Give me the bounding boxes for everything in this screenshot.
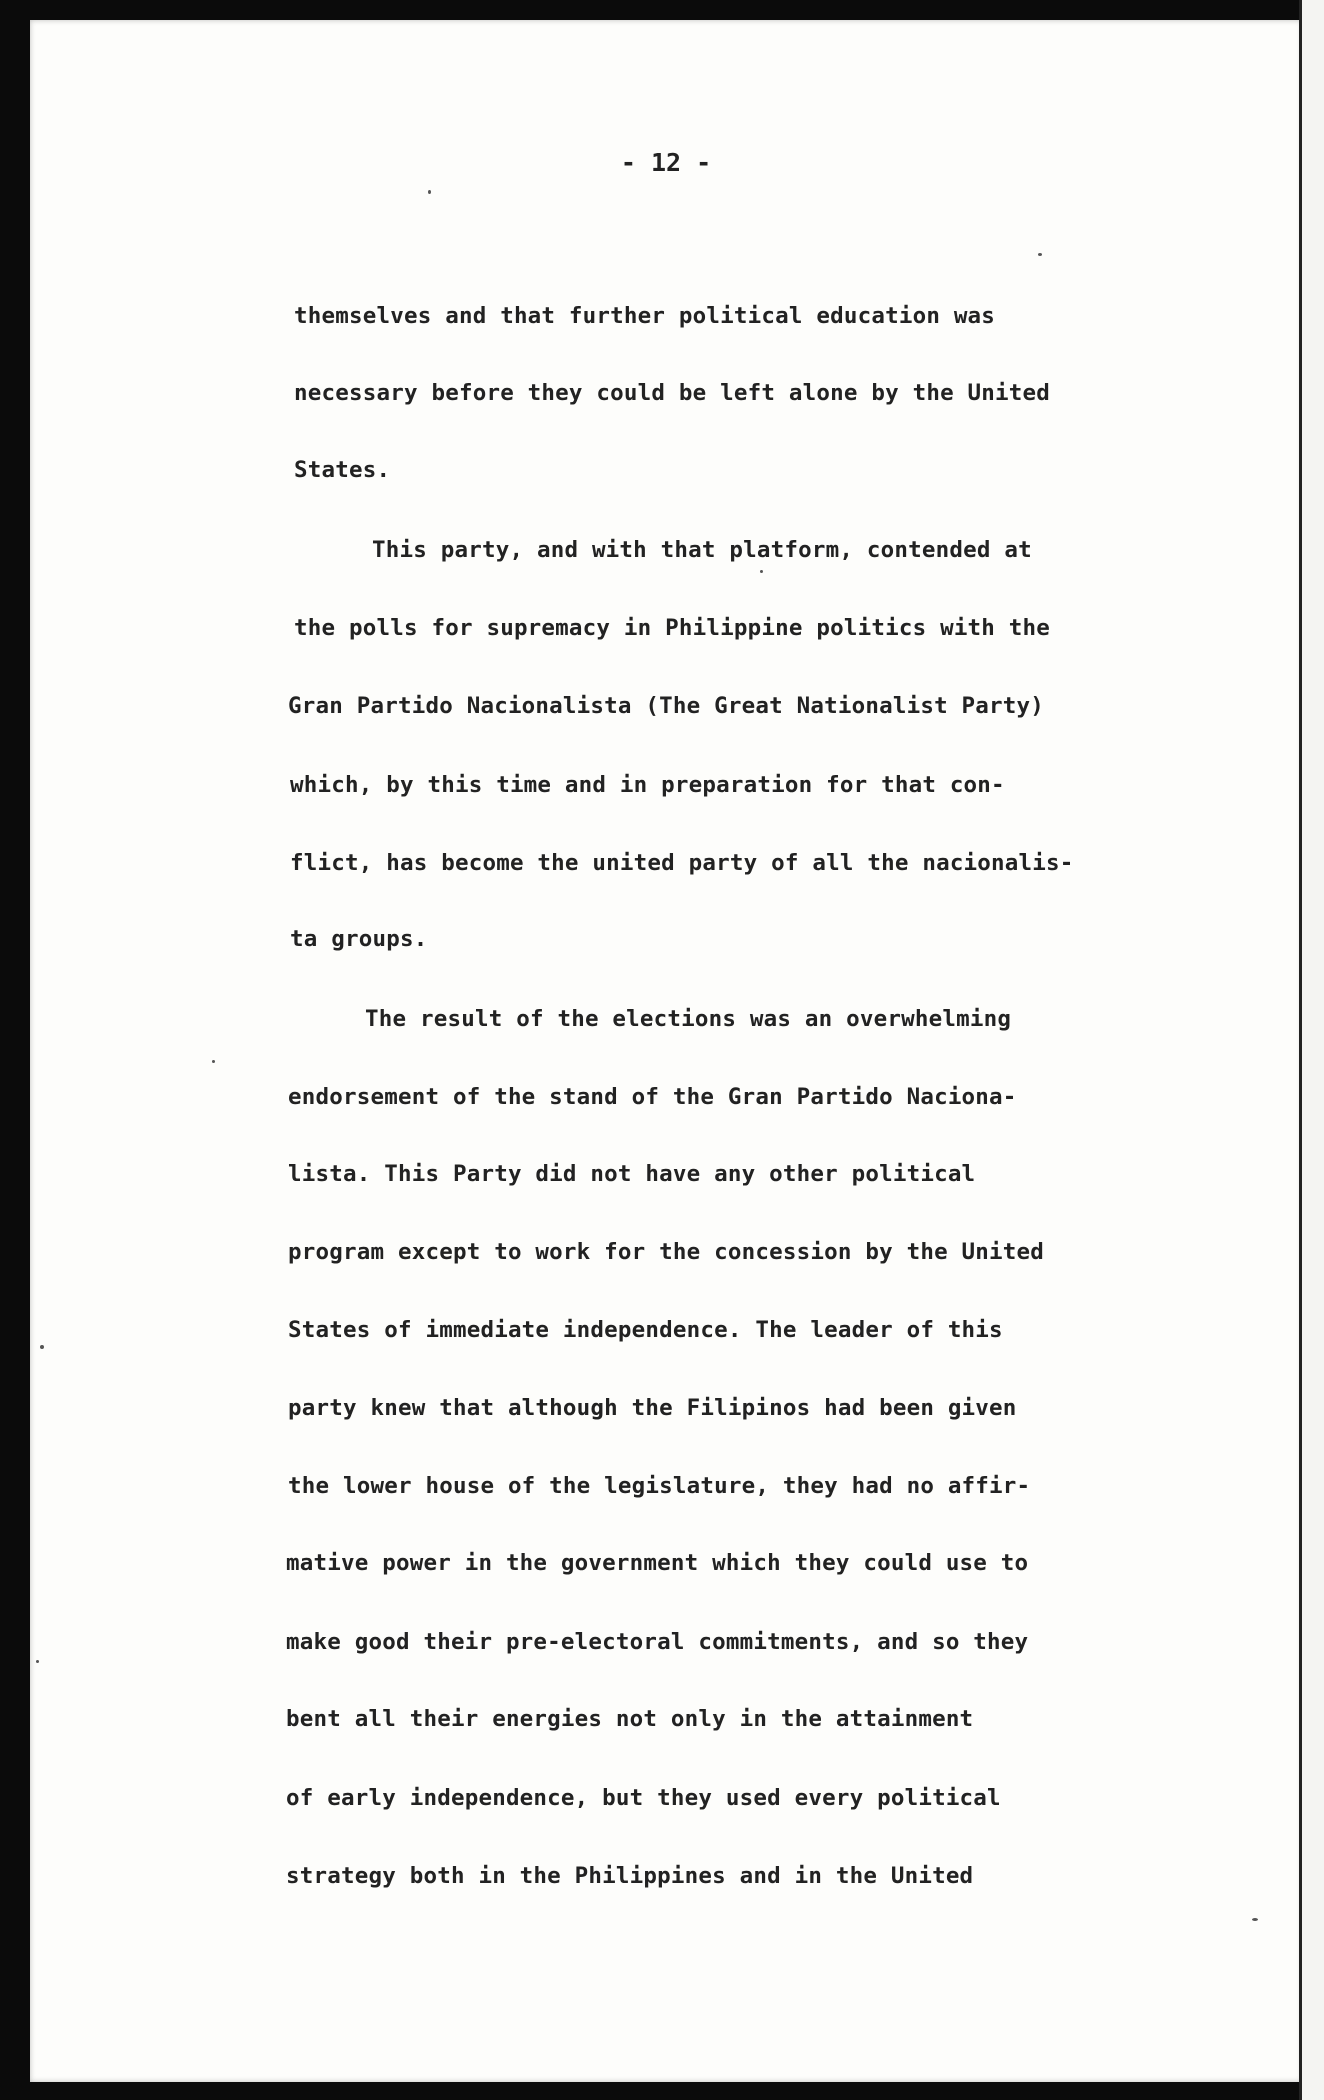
- scan-speck: [212, 1060, 215, 1063]
- scan-speck: [36, 1660, 39, 1663]
- text-line: the lower house of the legislature, they had no affir-: [288, 1473, 1031, 1499]
- text-line: party knew that although the Filipinos had been given: [288, 1395, 1017, 1421]
- text-line: of early independence, but they used every political: [286, 1785, 1001, 1811]
- text-line: which, by this time and in preparation for that con-: [290, 772, 1005, 798]
- text-line: themselves and that further political education was: [294, 303, 996, 329]
- text-line: strategy both in the Philippines and in the United: [286, 1863, 974, 1889]
- page-number: - 12 -: [620, 148, 712, 177]
- text-line: mative power in the government which they could use to: [286, 1550, 1029, 1576]
- text-line: This party, and with that platform, contended at: [372, 537, 1032, 563]
- text-line: bent all their energies not only in the attainment: [286, 1706, 974, 1732]
- scan-speck: [40, 1345, 44, 1349]
- text-line: make good their pre-electoral commitments, and so they: [286, 1629, 1029, 1655]
- scan-speck: [1252, 1918, 1258, 1921]
- scan-speck: [760, 570, 763, 573]
- page-edge: [1299, 0, 1324, 2100]
- text-line: The result of the elections was an overwhelming: [365, 1006, 1012, 1032]
- text-line: ta groups.: [290, 926, 428, 952]
- text-line: flict, has become the united party of all the nacionalis-: [290, 850, 1074, 876]
- text-line: Gran Partido Nacionalista (The Great Nationalist Party): [288, 693, 1045, 719]
- typewritten-page: [30, 20, 1302, 2082]
- text-line: the polls for supremacy in Philippine politics with the: [294, 615, 1051, 641]
- text-line: States of immediate independence. The leader of this: [288, 1317, 1003, 1343]
- scan-speck: [428, 190, 431, 194]
- text-line: States.: [294, 457, 391, 483]
- scan-speck: [1038, 253, 1042, 256]
- text-line: necessary before they could be left alone by the United: [294, 380, 1051, 406]
- text-line: lista. This Party did not have any other political: [288, 1161, 976, 1187]
- text-line: endorsement of the stand of the Gran Partido Naciona-: [288, 1084, 1017, 1110]
- text-line: program except to work for the concession by the United: [288, 1239, 1045, 1265]
